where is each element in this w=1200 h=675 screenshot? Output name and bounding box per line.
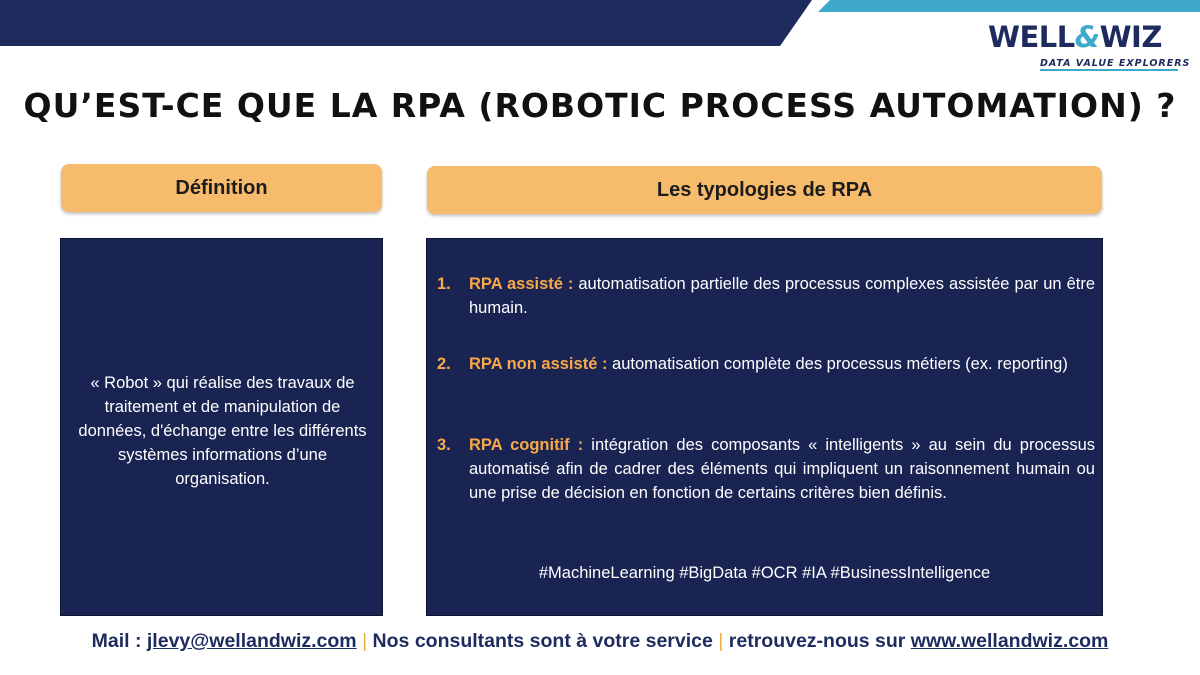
footer-find-us-text: retrouvez-nous sur bbox=[723, 630, 911, 652]
item-number: 1. bbox=[437, 275, 451, 293]
logo-ampersand: & bbox=[1074, 20, 1100, 54]
footer-separator: | bbox=[362, 630, 368, 652]
definition-box bbox=[60, 238, 383, 616]
item-number: 3. bbox=[437, 436, 451, 454]
top-band-navy-stripe bbox=[0, 0, 812, 46]
item-text: intégration des composants « intelligents » au sein du processus automatisé afin de cadrer des éléments qui impliquent un raisonnement humain ou une prise de décision en fonction de certains critères bien définis. bbox=[469, 436, 1095, 502]
logo-wordmark bbox=[988, 20, 1162, 54]
footer-mail-label: Mail : bbox=[91, 630, 147, 652]
footer-service-text: Nos consultants sont à votre service bbox=[367, 630, 719, 652]
logo-underline bbox=[1040, 69, 1178, 71]
hashtags: #MachineLearning #BigData #OCR #IA #BusinessIntelligence bbox=[538, 564, 991, 582]
typology-item-assisted bbox=[437, 272, 1096, 320]
logo-tagline: DATA VALUE EXPLORERS bbox=[1040, 58, 1191, 69]
top-band-cyan-stripe bbox=[818, 0, 1200, 12]
typologies-box bbox=[426, 238, 1103, 616]
item-text: automatisation partielle des processus complexes assistée par un être humain. bbox=[469, 275, 1096, 317]
definition-header: Définition bbox=[61, 164, 382, 212]
typologies-header: Les typologies de RPA bbox=[427, 166, 1102, 214]
item-number: 2. bbox=[437, 355, 451, 373]
logo-well: WELL bbox=[988, 20, 1075, 54]
wellwiz-logo bbox=[988, 20, 1191, 70]
footer-website-link[interactable]: www.wellandwiz.com bbox=[910, 630, 1109, 652]
footer-mail-link[interactable]: jlevy@wellandwiz.com bbox=[146, 630, 357, 652]
footer-separator: | bbox=[718, 630, 724, 652]
typology-item-unassisted bbox=[437, 352, 1095, 376]
item-label: RPA assisté : bbox=[469, 275, 574, 293]
page-title: QU’EST-CE QUE LA RPA (ROBOTIC PROCESS AUTOMATION) ? bbox=[23, 86, 1177, 125]
item-label: RPA non assisté : bbox=[469, 355, 608, 373]
definition-text: « Robot » qui réalise des travaux de traitement et de manipulation de données, d'échange entre les différents systèmes informations d’une organisation. bbox=[78, 374, 367, 488]
item-label: RPA cognitif : bbox=[469, 436, 584, 454]
item-text: automatisation complète des processus métiers (ex. reporting) bbox=[607, 355, 1068, 373]
footer bbox=[0, 630, 1200, 653]
logo-wiz: WIZ bbox=[1099, 20, 1162, 54]
typology-item-cognitive bbox=[437, 433, 1095, 505]
